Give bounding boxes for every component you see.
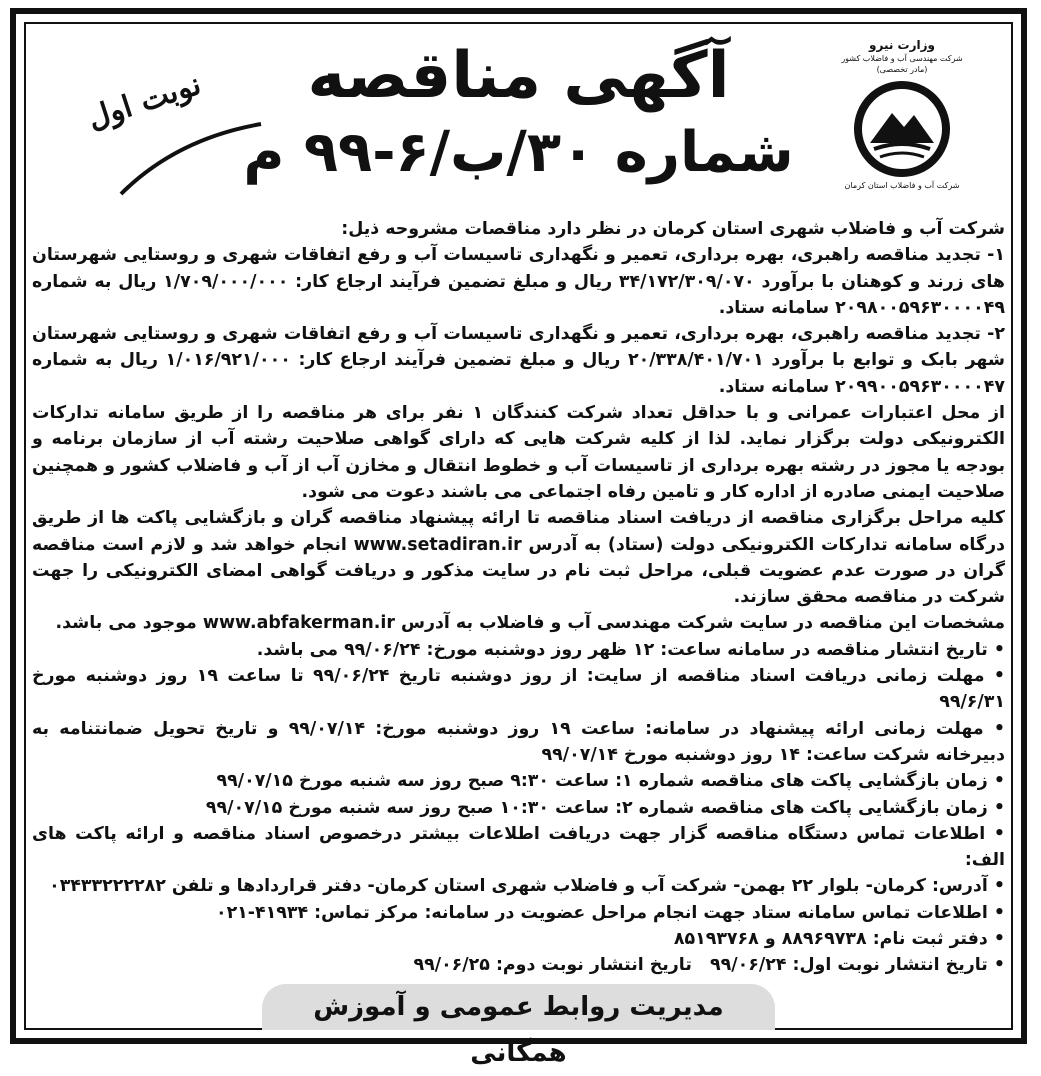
notice-header bbox=[26, 24, 1011, 214]
registration-row: • دفتر ثبت نام: ۸۸۹۶۹۷۳۸ و ۸۵۱۹۳۷۶۸ bbox=[673, 929, 1005, 950]
publish-date-label: تاریخ انتشار مناقصه در سامانه ساعت: bbox=[660, 639, 988, 660]
docs-deadline-value: از روز دوشنبه تاریخ ۹۹/۰۶/۲۴ تا ساعت ۱۹ روز دوشنبه مورخ ۹۹/۶/۳۱ bbox=[32, 666, 1005, 713]
notice-frame bbox=[10, 8, 1027, 1068]
publish-date-value: ۱۲ ظهر روز دوشنبه مورخ: ۹۹/۰۶/۲۴ می باشد. bbox=[256, 639, 655, 660]
registration-value: ۸۸۹۶۹۷۳۸ و ۸۵۱۹۳۷۶۸ bbox=[673, 929, 867, 950]
tender-item-1: ۱- تجدید مناقصه راهبری، بهره برداری، تعمیر و نگهداری تاسیسات آب و رفع اتفاقات شهری و روستایی شهرستان های زرند و کوهنان با برآورد ۳۴/۱۷۲/۳۰۹/۰۷۰ ریال و مبلغ تضمین فرآیند ارجاع کار: ۱/۷۰۹/۰۰۰/۰۰۰ ریال به شماره ۲۰۹۸۰۰۵۹۶۳۰۰۰۰۴۹ سامانه ستاد. bbox=[32, 245, 1005, 318]
docs-deadline-row: • مهلت زمانی دریافت اسناد مناقصه از سایت: از روز دوشنبه تاریخ ۹۹/۰۶/۲۴ تا ساعت ۱۹ روز دوشنبه مورخ ۹۹/۶/۳۱ bbox=[32, 666, 1006, 713]
publish-date-row: • تاریخ انتشار مناقصه در سامانه ساعت: ۱۲ ظهر روز دوشنبه مورخ: ۹۹/۰۶/۲۴ می باشد. bbox=[256, 639, 1005, 660]
procedure-paragraph bbox=[32, 505, 1005, 610]
setad-contact-row: • اطلاعات تماس سامانه ستاد جهت انجام مراحل عضویت در سامانه: مرکز تماس: ۴۱۹۳۴-۰۲۱ bbox=[215, 902, 1005, 923]
offer-deadline-row: • مهلت زمانی ارائه پیشنهاد در سامانه: ساعت ۱۹ روز دوشنبه مورخ: ۹۹/۰۷/۱۴ و تاریخ تحویل ضمانتنامه به دبیرخانه شرکت ساعت: ۱۴ روز دوشنبه مورخ ۹۹/۰۷/۱۴ bbox=[32, 718, 1005, 765]
opening-1-value: ساعت ۹:۳۰ صبح روز سه شنبه مورخ ۹۹/۰۷/۱۵ bbox=[216, 771, 609, 792]
logo-subtitle: شرکت مهندسی آب و فاضلاب کشور bbox=[841, 54, 963, 63]
contact-intro-row: • اطلاعات تماس دستگاه مناقصه گزار جهت دریافت اطلاعات بیشتر درخصوص اسناد مناقصه و ارائه پاکت های الف: bbox=[32, 823, 1006, 871]
company-logo bbox=[817, 38, 987, 208]
opening-1-label: زمان بازگشایی پاکت های مناقصه شماره ۱: bbox=[615, 771, 988, 792]
specs-paragraph bbox=[32, 610, 1005, 636]
setad-url-link[interactable]: www.setadiran.ir bbox=[353, 534, 522, 555]
tender-item-2: ۲- تجدید مناقصه راهبری، بهره برداری، تعمیر و نگهداری تاسیسات آب و رفع اتفاقات شهری و روستایی شهرستان شهر بابک و توابع با برآورد ۲۰/۳۳۸/۴۰۱/۷۰۱ ریال و مبلغ تضمین فرآیند ارجاع کار: ۱/۰۱۶/۹۲۱/۰۰۰ ریال به شماره ۲۰۹۹۰۰۵۹۶۳۰۰۰۰۴۷ سامانه ستاد. bbox=[32, 324, 1005, 397]
specs-text-a: مشخصات این مناقصه در سایت شرکت مهندسی آب و فاضلاب به آدرس bbox=[400, 613, 1005, 634]
procedure-text-a: کلیه مراحل برگزاری مناقصه از دریافت اسناد مناقصه تا ارائه پیشنهاد مناقصه گران و بازگشایی پاکت ها از طریق درگاه سامانه تدارکات الکترونیکی دولت (ستاد) به آدرس bbox=[32, 508, 1006, 555]
second-pub-label: تاریخ انتشار نوبت دوم: bbox=[495, 955, 692, 976]
offer-deadline-value: ساعت ۱۹ روز دوشنبه مورخ: ۹۹/۰۷/۱۴ و تاریخ تحویل ضمانتنامه به دبیرخانه شرکت ساعت: ۱۴ روز دوشنبه مورخ ۹۹/۰۷/۱۴ bbox=[32, 718, 1005, 765]
water-drop-mountain-icon bbox=[852, 79, 952, 179]
notice-number: شماره ۳۰/ب/۶-۹۹ م bbox=[243, 120, 794, 185]
footer-banner: مدیریت روابط عمومی و آموزش همگانی bbox=[262, 984, 775, 1030]
docs-deadline-label: مهلت زمانی دریافت اسناد مناقصه از سایت: bbox=[586, 666, 985, 687]
notice-title-block bbox=[236, 36, 801, 190]
address-label: آدرس: bbox=[931, 876, 988, 897]
publication-dates-row: • تاریخ انتشار نوبت اول: ۹۹/۰۶/۲۴ تاریخ انتشار نوبت دوم: ۹۹/۰۶/۲۵ bbox=[413, 955, 1005, 976]
offer-deadline-label: مهلت زمانی ارائه پیشنهاد در سامانه: bbox=[645, 718, 984, 739]
logo-company: شرکت آب و فاضلاب استان کرمان bbox=[844, 181, 960, 190]
notice-body bbox=[32, 216, 1005, 979]
conditions-paragraph: از محل اعتبارات عمرانی و با حداقل تعداد شرکت کنندگان ۱ نفر برای هر مناقصه را از طریق سامانه تدارکات الکترونیکی دولت برگزار نماید. لذا از کلیه شرکت هایی که دارای گواهی صلاحیت رشته آب از سازمان برنامه و بودجه یا مجوز در رشته بهره برداری از تاسیسات آب و خطوط انتقال و مخازن آب از آب و فاضلاب کشور و همچنین صلاحیت ایمنی صادره از اداره کار و تامین رفاه اجتماعی می باشند دعوت می شود. bbox=[32, 403, 1005, 502]
round-badge: نوبت اول bbox=[83, 66, 206, 137]
abfa-url-link[interactable]: www.abfakerman.ir bbox=[202, 613, 395, 634]
first-pub-value: ۹۹/۰۶/۲۴ bbox=[710, 955, 787, 976]
address-value: کرمان- بلوار ۲۲ بهمن- شرکت آب و فاضلاب شهری استان کرمان- دفتر قراردادها و تلفن ۰۳۴۳۳۲۲۲۲۸۲ bbox=[49, 876, 926, 897]
opening-2-value: ساعت ۱۰:۳۰ صبح روز سه شنبه مورخ ۹۹/۰۷/۱۵ bbox=[205, 797, 609, 818]
intro-text: شرکت آب و فاضلاب شهری استان کرمان در نظر دارد مناقصات مشروحه ذیل: bbox=[341, 219, 1005, 239]
logo-subtitle2: (مادر تخصصی) bbox=[876, 65, 928, 74]
opening-2-row: • زمان بازگشایی پاکت های مناقصه شماره ۲: ساعت ۱۰:۳۰ صبح روز سه شنبه مورخ ۹۹/۰۷/۱۵ bbox=[205, 797, 1005, 818]
contact-intro-text: اطلاعات تماس دستگاه مناقصه گزار جهت دریافت اطلاعات بیشتر درخصوص اسناد مناقصه و ارائه پاکت های الف: bbox=[32, 823, 1005, 871]
first-pub-label: تاریخ انتشار نوبت اول: bbox=[792, 955, 988, 976]
address-row: • آدرس: کرمان- بلوار ۲۲ بهمن- شرکت آب و فاضلاب شهری استان کرمان- دفتر قراردادها و تلفن ۰۳۴۳۳۲۲۲۲۸۲ bbox=[49, 876, 1005, 897]
procedure-text-b: انجام خواهد شد و لازم است مناقصه گران در صورت عدم عضویت قبلی، مراحل ثبت نام در سایت مذکور و دریافت گواهی امضای الکترونیکی را جهت شرکت در مناقصه محقق سازند. bbox=[32, 534, 1005, 608]
registration-label: دفتر ثبت نام: bbox=[872, 929, 988, 950]
notice-title: آگهی مناقصه bbox=[307, 39, 730, 113]
logo-ministry: وزارت نیرو bbox=[869, 38, 935, 52]
specs-text-b: موجود می باشد. bbox=[55, 613, 197, 634]
second-pub-value: ۹۹/۰۶/۲۵ bbox=[413, 955, 490, 976]
setad-contact-text: اطلاعات تماس سامانه ستاد جهت انجام مراحل عضویت در سامانه: مرکز تماس: ۴۱۹۳۴-۰۲۱ bbox=[215, 902, 988, 923]
opening-1-row: • زمان بازگشایی پاکت های مناقصه شماره ۱: ساعت ۹:۳۰ صبح روز سه شنبه مورخ ۹۹/۰۷/۱۵ bbox=[216, 771, 1005, 792]
opening-2-label: زمان بازگشایی پاکت های مناقصه شماره ۲: bbox=[615, 797, 988, 818]
notice-inner-border bbox=[24, 22, 1013, 1068]
